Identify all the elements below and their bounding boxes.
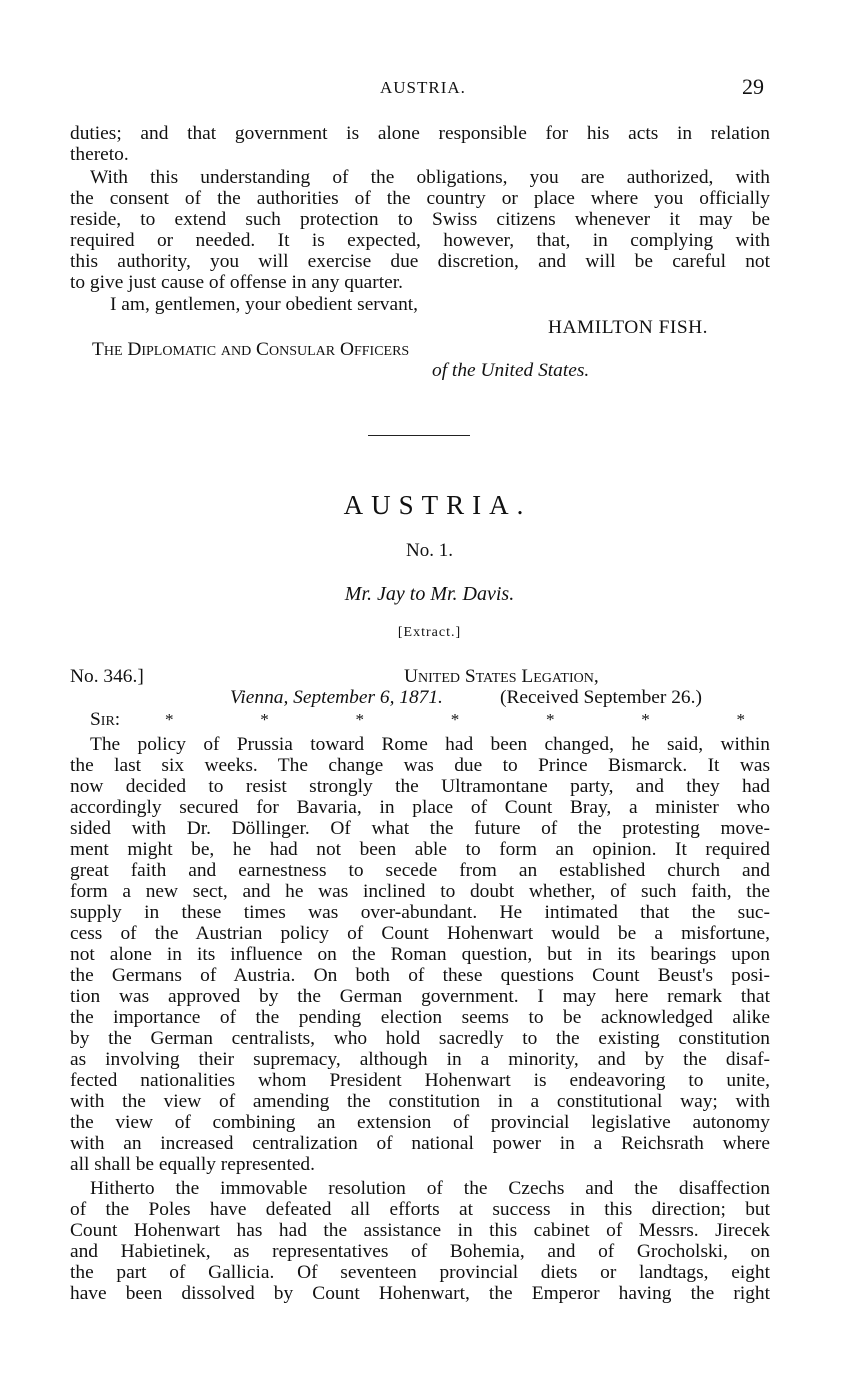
text-line: Hitherto the immovable resolution of the Czechs and the disaffection [90,1178,770,1199]
text-line: to give just cause of offense in any quarter. [70,272,403,293]
text-line: fected nationalities whom President Hohenwart is endeavoring to unite, [70,1070,770,1091]
ellipsis-star: * [260,710,269,729]
text-line: now decided to resist strongly the Ultramontane party, and they had [70,776,770,797]
text-line: duties; and that government is alone responsible for his acts in relation [70,123,770,144]
letter-closing: I am, gentlemen, your obedient servant, [110,294,418,315]
text-line: by the German centralists, who hold sacredly to the existing constitution [70,1028,770,1049]
text-line: great faith and earnestness to secede from an established church and [70,860,770,881]
ellipsis-star: * [736,710,745,729]
text-line: with an increased centralization of national power in a Reichsrath where [70,1133,770,1154]
extract-note: [Extract.] [397,625,462,640]
page-number: 29 [742,74,764,99]
text-line: all shall be equally represented. [70,1154,315,1175]
text-line: not alone in its influence on the Roman question, but in its bearings upon [70,944,770,965]
ellipsis-star: * [355,710,364,729]
text-line: ment might be, he had not been able to form an opinion. It required [70,839,770,860]
section-divider [368,435,470,436]
text-line: Count Hohenwart has had the assistance in this cabinet of Messrs. Jirecek [70,1220,770,1241]
text-line: thereto. [70,144,129,165]
text-line: have been dissolved by Count Hohenwart, the Emperor having the right [70,1283,770,1304]
addressee-line-1: The Diplomatic and Consular Officers [92,339,410,360]
signature: HAMILTON FISH. [548,317,708,338]
text-line: the importance of the pending election seems to be acknowledged alike [70,1007,770,1028]
text-line: required or needed. It is expected, however, that, in complying with [70,230,770,251]
text-line: this authority, you will exercise due discretion, and will be careful not [70,251,770,272]
ellipsis-star: * [641,710,650,729]
running-title: AUSTRIA. [380,78,466,97]
text-line: with the view of amending the constitution in a constitutional way; with [70,1091,770,1112]
legation-name: United States Legation, [404,666,599,687]
text-line: the Germans of Austria. On both of these questions Count Beust's posi- [70,965,770,986]
text-line: supply in these times was over-abundant. He intimated that the suc- [70,902,770,923]
received-date: (Received September 26.) [500,687,702,708]
text-line: of the Poles have defeated all efforts at success in this direction; but [70,1199,770,1220]
text-line: sided with Dr. Döllinger. Of what the future of the protesting move- [70,818,770,839]
dispatch-number: No. 346.] [70,666,144,687]
text-line: tion was approved by the German government. I may here remark that [70,986,770,1007]
salutation: Sir: [90,709,121,730]
text-line: and Habietinek, as representatives of Bohemia, and of Grocholski, on [70,1241,770,1262]
ellipsis-star: * [165,710,174,729]
text-line: form a new sect, and he was inclined to doubt whether, of such faith, the [70,881,770,902]
ellipsis-star: * [450,710,460,729]
addressee-line-2: of the United States. [432,360,590,381]
text-line: The policy of Prussia toward Rome had been changed, he said, within [90,734,770,755]
text-line: the part of Gallicia. Of seventeen provincial diets or landtags, eight [70,1262,770,1283]
text-line: reside, to extend such protection to Swiss citizens whenever it may be [70,209,770,230]
text-line: With this understanding of the obligations, you are authorized, with [90,167,770,188]
text-line: the view of combining an extension of provincial legislative autonomy [70,1112,770,1133]
ellipsis-stars [165,710,745,730]
text-line: cess of the Austrian policy of Count Hohenwart would be a misfortune, [70,923,770,944]
text-line: as involving their supremacy, although in a minority, and by the disaf- [70,1049,770,1070]
document-number: No. 1. [406,540,453,561]
section-title: AUSTRIA. [343,490,532,520]
text-line: the consent of the authorities of the country or place where you officially [70,188,770,209]
text-line: the last six weeks. The change was due to Prince Bismarck. It was [70,755,770,776]
date-line: Vienna, September 6, 1871. [230,687,443,708]
document-heading: Mr. Jay to Mr. Davis. [344,583,515,605]
text-line: accordingly secured for Bavaria, in place of Count Bray, a minister who [70,797,770,818]
ellipsis-star: * [546,710,555,729]
